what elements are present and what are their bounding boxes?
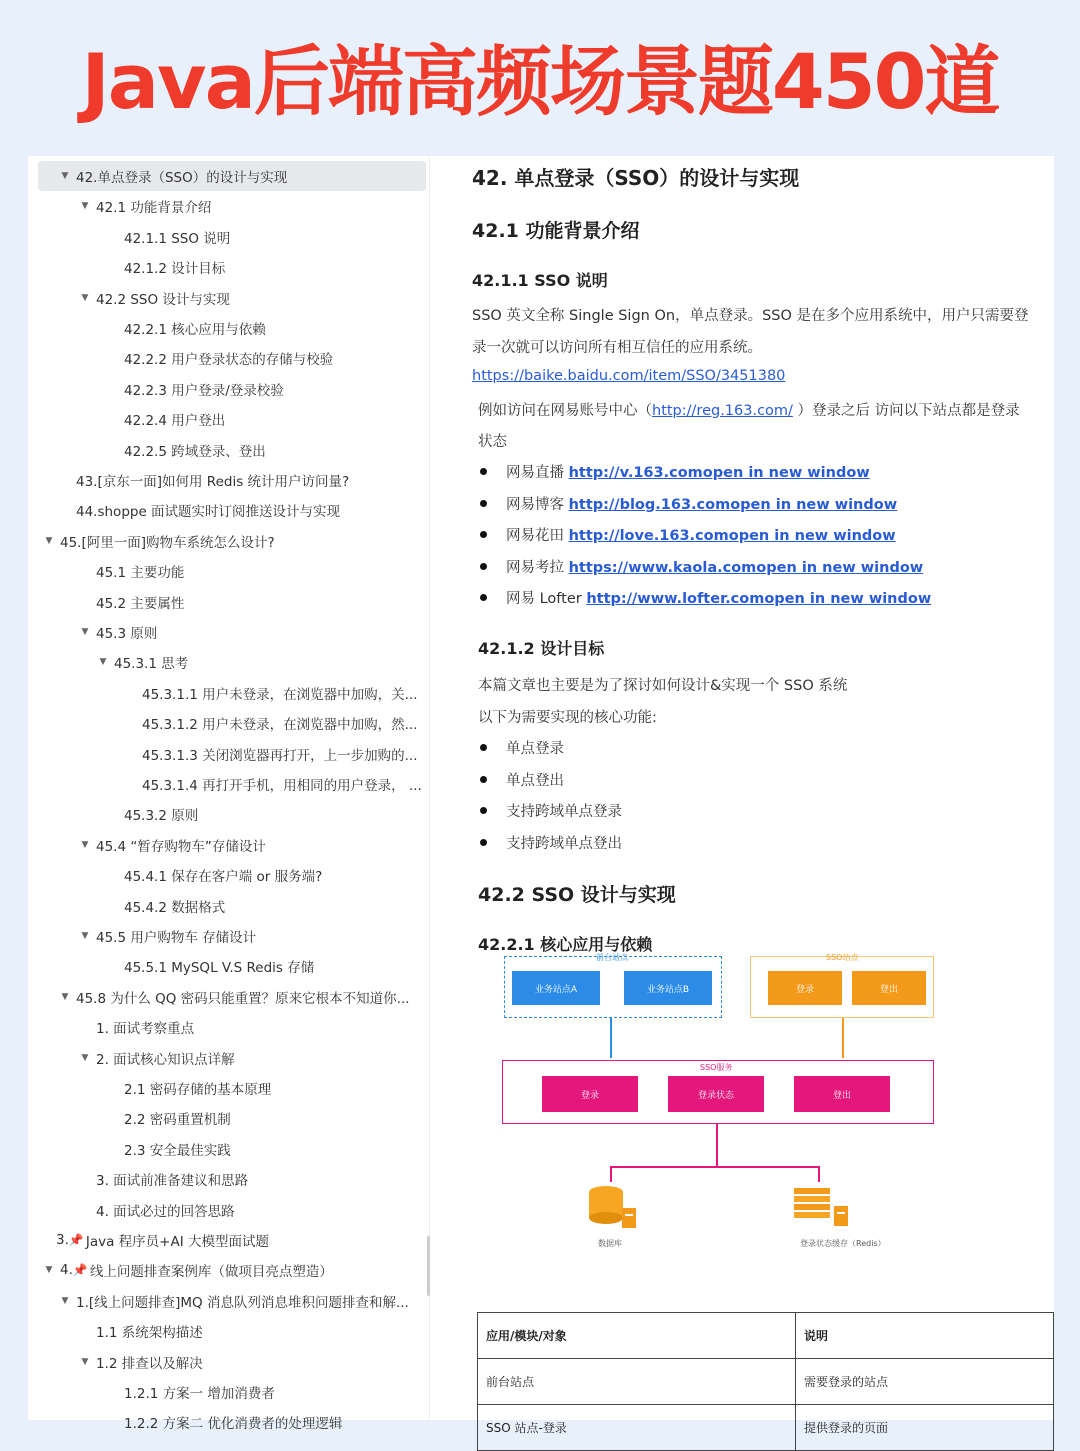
- sidebar-item-label: 45.3.1.2 用户未登录，在浏览器中加购，然...: [142, 717, 418, 734]
- sidebar-item[interactable]: [28, 283, 426, 313]
- site-name: 网易博客: [506, 496, 564, 513]
- sidebar-item-prefix: 3.: [56, 1232, 69, 1248]
- example-line2: 状态: [478, 434, 507, 450]
- sidebar-item[interactable]: [28, 708, 426, 738]
- bullet-icon: [480, 500, 487, 507]
- bullet-icon: [480, 839, 487, 846]
- table-cell: SSO 站点-登录: [478, 1405, 796, 1451]
- database-label: 数据库: [598, 1239, 622, 1248]
- heading-42-1-1: 42.1.1 SSO 说明: [472, 271, 608, 290]
- sidebar-item-label: 45.3.1.1 用户未登录，在浏览器中加购，关...: [142, 686, 418, 703]
- sidebar-item-label: 1.2.2 方案二 优化消费者的处理逻辑: [124, 1416, 343, 1433]
- front-site-title: 前台站点: [596, 953, 628, 962]
- outline-sidebar: [28, 156, 430, 1433]
- sidebar-item-label: 42.2.4 用户登出: [124, 413, 226, 430]
- table-cell: 前台站点: [478, 1359, 796, 1405]
- document-view: [430, 156, 1054, 1435]
- sidebar-item[interactable]: [28, 404, 426, 434]
- chevron-down-icon[interactable]: ▼: [61, 1295, 69, 1306]
- bullet-icon: [480, 468, 487, 475]
- sidebar-item[interactable]: [28, 982, 426, 1012]
- list-item: 支持跨域单点登录: [506, 804, 622, 820]
- sidebar-item-label: 45.[阿里一面]购物车系统怎么设计?: [60, 534, 275, 551]
- sidebar-item[interactable]: [28, 921, 426, 951]
- sidebar-item-label: 42.单点登录（SSO）的设计与实现: [76, 170, 288, 186]
- sidebar-item-label: 44.shoppe 面试题实时订阅推送设计与实现: [76, 504, 341, 521]
- sidebar-item-label: 1.2.1 方案一 增加消费者: [124, 1386, 275, 1402]
- sidebar-item[interactable]: [28, 678, 426, 708]
- banner-title: Java后端高频场景题450道: [81, 36, 999, 126]
- architecture-diagram: [500, 953, 940, 1256]
- sidebar-item-label: 1.[线上问题排查]MQ 消息队列消息堆积问题排查和解...: [76, 1294, 409, 1311]
- sidebar-item[interactable]: [38, 161, 426, 191]
- sidebar-item-label: 42.2.2 用户登录状态的存储与校验: [124, 352, 334, 369]
- sidebar-item-label: 45.4.1 保存在客户端 or 服务端?: [124, 869, 323, 886]
- sidebar-item[interactable]: [28, 769, 426, 799]
- sidebar-item-label: 2.3 安全最佳实践: [124, 1142, 231, 1159]
- list-item: [506, 556, 923, 577]
- sidebar-item[interactable]: [28, 739, 426, 769]
- sidebar-item[interactable]: [28, 556, 426, 586]
- sidebar-item-label: 线上问题排查案例库（做项目亮点塑造）: [89, 1264, 333, 1281]
- reg-163-link[interactable]: http://reg.163.com/: [652, 403, 793, 419]
- chevron-down-icon[interactable]: ▼: [81, 292, 89, 303]
- sso-service-title: SSO服务: [700, 1063, 733, 1072]
- site-name: 网易 Lofter: [506, 591, 582, 607]
- connector-redis: [818, 1166, 820, 1182]
- table-cell: 需要登录的站点: [796, 1359, 1054, 1405]
- example-pre: 例如访问在网易账号中心（: [478, 403, 652, 419]
- sidebar-item[interactable]: [28, 374, 426, 404]
- sso-paragraph-line1: SSO 英文全称 Single Sign On，单点登录。SSO 是在多个应用系统中，用户只需要登: [472, 308, 1029, 324]
- bullet-icon: [480, 563, 487, 570]
- sidebar-item[interactable]: [28, 951, 426, 981]
- example-post: ）登录之后 访问以下站点都是登录: [792, 403, 1020, 419]
- sidebar-item[interactable]: [28, 1286, 426, 1316]
- table-header-cell: 应用/模块/对象: [478, 1313, 796, 1359]
- sidebar-item-label: 2.2 密码重置机制: [124, 1112, 231, 1129]
- sidebar-item-label: Java 程序员+AI 大模型面试题: [85, 1234, 269, 1250]
- site-a-box: 业务站点A: [512, 971, 600, 1005]
- site-name: 网易考拉: [506, 559, 564, 576]
- sidebar-item-label: 45.3.1 思考: [114, 656, 189, 673]
- service-state-box: 登录状态: [668, 1076, 764, 1112]
- pin-icon: 📌: [68, 1233, 84, 1247]
- site-link[interactable]: http://love.163.comopen in new window: [568, 528, 896, 544]
- app-frame: [28, 156, 1054, 1435]
- sso-logout-box: 登出: [852, 971, 926, 1005]
- chevron-down-icon[interactable]: ▼: [81, 627, 89, 637]
- pin-icon: 📌: [72, 1263, 88, 1278]
- table-row: [478, 1405, 1054, 1451]
- sidebar-item[interactable]: [28, 495, 426, 525]
- site-b-box: 业务站点B: [624, 971, 712, 1005]
- arrow-front-to-service: [610, 1018, 612, 1058]
- chevron-down-icon[interactable]: ▼: [99, 657, 107, 668]
- chevron-down-icon[interactable]: ▼: [81, 931, 89, 941]
- connector-service: [716, 1124, 718, 1166]
- list-item: 单点登录: [506, 741, 564, 757]
- chevron-down-icon[interactable]: ▼: [81, 1356, 89, 1367]
- sidebar-item[interactable]: [28, 1407, 426, 1437]
- sidebar-item[interactable]: [28, 647, 426, 677]
- sidebar-item-label: 45.3.2 原则: [124, 808, 199, 825]
- site-name: 网易直播: [506, 465, 564, 481]
- sidebar-item[interactable]: [28, 617, 426, 647]
- sidebar-item-label: 4. 面试必过的回答思路: [96, 1203, 235, 1220]
- sidebar-item-prefix: 4.: [60, 1262, 73, 1279]
- baike-link[interactable]: https://baike.baidu.com/item/SSO/3451380: [472, 368, 786, 384]
- example-line1: [478, 399, 1020, 420]
- heading-42-2: 42.2 SSO 设计与实现: [478, 884, 676, 906]
- table-header-row: [478, 1313, 1054, 1359]
- bullet-icon: [480, 807, 487, 814]
- sso-site-title: SSO站点: [826, 953, 859, 962]
- sidebar-item-label: 45.5.1 MySQL V.S Redis 存储: [124, 960, 315, 977]
- sidebar-item[interactable]: [28, 222, 426, 252]
- table-row: [478, 1359, 1054, 1405]
- bullet-icon: [480, 531, 487, 538]
- sidebar-item[interactable]: [28, 1316, 426, 1346]
- sidebar-item[interactable]: [28, 191, 426, 221]
- goal-paragraph-line1: 本篇文章也主要是为了探讨如何设计&实现一个 SSO 系统: [478, 678, 848, 694]
- sidebar-item-label: 1. 面试考察重点: [96, 1021, 195, 1038]
- database-icon: [586, 1184, 642, 1232]
- sidebar-item-label: 42.2 SSO 设计与实现: [96, 291, 230, 308]
- sidebar-item[interactable]: [28, 1377, 426, 1407]
- sidebar-item-label: 3. 面试前准备建议和思路: [96, 1173, 249, 1190]
- sidebar-item[interactable]: [28, 1134, 426, 1164]
- sidebar-item[interactable]: [28, 343, 426, 373]
- sidebar-item[interactable]: [28, 1043, 426, 1073]
- site-name: 网易花田: [506, 528, 564, 544]
- sidebar-item[interactable]: [28, 313, 426, 343]
- sidebar-item[interactable]: [28, 1012, 426, 1042]
- site-link[interactable]: http://blog.163.comopen in new window: [568, 496, 898, 513]
- site-link[interactable]: https://www.kaola.comopen in new window: [568, 559, 924, 576]
- service-login-box: 登录: [542, 1076, 638, 1112]
- heading-42-1-2: 42.1.2 设计目标: [478, 639, 605, 658]
- sidebar-item-label: 42.2.5 跨域登录、登出: [124, 443, 266, 460]
- chevron-down-icon[interactable]: ▼: [45, 1265, 53, 1276]
- list-item: [506, 587, 931, 608]
- sidebar-item[interactable]: [28, 1347, 426, 1377]
- sidebar-item-label: 2.1 密码存储的基本原理: [124, 1082, 272, 1098]
- sidebar-item[interactable]: [28, 435, 426, 465]
- sidebar-item[interactable]: [28, 799, 426, 829]
- redis-cache-icon: [790, 1184, 856, 1232]
- chevron-down-icon[interactable]: ▼: [81, 1052, 89, 1063]
- sidebar-item-label: 42.1.1 SSO 说明: [124, 230, 231, 247]
- sidebar-item-label: 42.1.2 设计目标: [124, 261, 226, 278]
- bullet-icon: [480, 744, 487, 751]
- sidebar-item-label: 45.5 用户购物车 存储设计: [96, 930, 257, 946]
- component-table: [477, 1312, 1054, 1451]
- list-item: 支持跨域单点登出: [506, 835, 622, 852]
- bullet-icon: [480, 594, 487, 601]
- sidebar-item[interactable]: [28, 465, 426, 495]
- connector-horizontal: [610, 1166, 820, 1168]
- sidebar-item-label: 45.3.1.3 关闭浏览器再打开，上一步加购的...: [142, 747, 418, 764]
- sidebar-item[interactable]: [28, 252, 426, 282]
- connector-db: [610, 1166, 612, 1182]
- site-link[interactable]: http://www.lofter.comopen in new window: [586, 591, 932, 607]
- sso-login-box: 登录: [768, 971, 842, 1005]
- redis-cache-label: 登录状态缓存（Redis）: [800, 1239, 886, 1248]
- sidebar-item-label: 42.2.1 核心应用与依赖: [124, 322, 266, 338]
- sidebar-item-label: 45.8 为什么 QQ 密码只能重置？原来它根本不知道你...: [76, 990, 410, 1007]
- chevron-down-icon[interactable]: ▼: [61, 171, 69, 181]
- sidebar-item-label: 45.1 主要功能: [96, 565, 185, 582]
- sidebar-item-label: 1.1 系统架构描述: [96, 1325, 203, 1342]
- table-header-cell: 说明: [796, 1313, 1054, 1359]
- sidebar-item[interactable]: [28, 1225, 426, 1255]
- sidebar-item-label: 45.4.2 数据格式: [124, 899, 226, 916]
- list-item: [506, 461, 870, 482]
- table-cell: 提供登录的页面: [796, 1405, 1054, 1451]
- sso-paragraph-line2: 录一次就可以访问所有相互信任的应用系统。: [472, 340, 762, 356]
- service-logout-box: 登出: [794, 1076, 890, 1112]
- sidebar-item-label: 42.2.3 用户登录/登录校验: [124, 382, 284, 399]
- sidebar-item-label: 1.2 排查以及解决: [96, 1355, 203, 1372]
- sidebar-item-label: 45.2 主要属性: [96, 595, 185, 612]
- sidebar-item[interactable]: [28, 891, 426, 921]
- sidebar-item[interactable]: [28, 526, 426, 556]
- heading-42: 42. 单点登录（SSO）的设计与实现: [472, 166, 800, 190]
- arrow-sso-to-service: [842, 1018, 844, 1058]
- sidebar-item-label: 45.4 “暂存购物车”存储设计: [96, 838, 266, 855]
- chevron-down-icon[interactable]: ▼: [81, 201, 89, 212]
- sidebar-item[interactable]: [28, 1195, 426, 1225]
- sidebar-item[interactable]: [28, 830, 426, 860]
- sidebar-item[interactable]: [28, 1103, 426, 1133]
- sidebar-item[interactable]: [28, 1073, 426, 1103]
- bullet-icon: [480, 776, 487, 783]
- chevron-down-icon[interactable]: ▼: [61, 991, 69, 1002]
- sidebar-item[interactable]: [28, 587, 426, 617]
- chevron-down-icon[interactable]: ▼: [81, 839, 89, 850]
- chevron-down-icon[interactable]: ▼: [45, 535, 53, 546]
- list-item: [506, 524, 896, 545]
- sidebar-item[interactable]: [28, 1255, 426, 1285]
- sidebar-item-label: 43.[京东一面]如何用 Redis 统计用户访问量?: [76, 474, 350, 490]
- goal-paragraph-line2: 以下为需要实现的核心功能:: [478, 710, 657, 726]
- sidebar-item-label: 45.3.1.4 再打开手机，用相同的用户登录， ...: [142, 778, 422, 794]
- sidebar-item-label: 2. 面试核心知识点详解: [96, 1051, 235, 1068]
- site-link[interactable]: http://v.163.comopen in new window: [568, 465, 870, 481]
- heading-42-2-1: 42.2.1 核心应用与依赖: [478, 935, 653, 954]
- sidebar-item[interactable]: [28, 860, 426, 890]
- sidebar-item[interactable]: [28, 1164, 426, 1194]
- heading-42-1: 42.1 功能背景介绍: [472, 220, 640, 242]
- sidebar-item-label: 45.3 原则: [96, 626, 158, 642]
- sidebar-item-label: 42.1 功能背景介绍: [96, 200, 212, 217]
- banner: [0, 0, 1080, 150]
- list-item: [506, 493, 897, 514]
- list-item: 单点登出: [506, 772, 564, 789]
